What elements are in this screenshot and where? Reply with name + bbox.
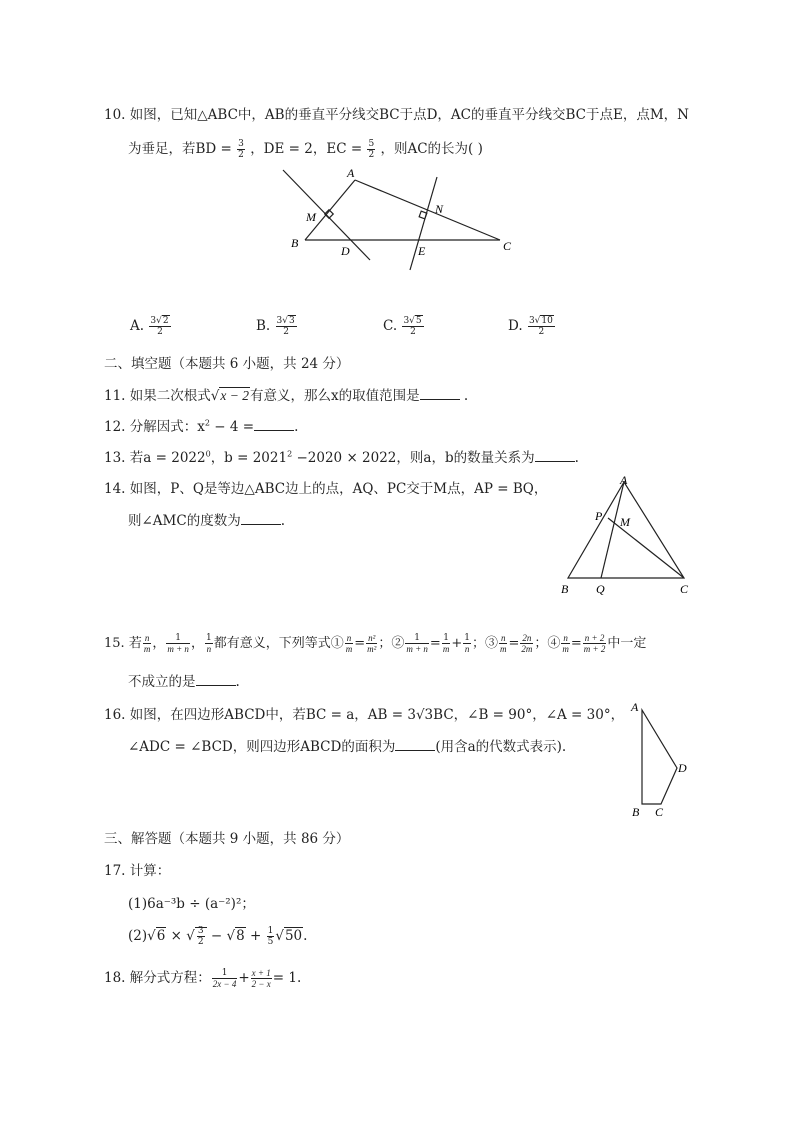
label-b: B bbox=[561, 582, 569, 596]
q10-line1: 10. 如图，已知△ABC中，AB的垂直平分线交BC于点D，AC的垂直平分线交BC于点E，点M，N bbox=[104, 107, 689, 123]
label-c: C bbox=[503, 239, 512, 253]
label-a: A bbox=[620, 473, 628, 487]
q18: 18. 解分式方程： $\frac{1}{2x - 4}$ + $\frac{x + 1}{2 - x}$ = 1. bbox=[104, 968, 302, 989]
q15-line1: 15. 若 $\frac{n}{m}$ ， $\frac{1}{m + n}$ ， $\frac{1}{n}$ 都有意义，下列等式① $\frac{n}{m}$ = $\frac{\text{n²}}{\text{m²}}$ ；② $\frac{1}{m + n}$ = $\frac{1}{m}$ + $\frac{1}{n}$ ；③ $\frac{n}{m}$ = $\frac{2n}{2m}$ ；④ $\frac{n}{m}$ = $\frac{n + 2}{m + 2}$ 中一定 bbox=[104, 633, 647, 654]
q12-answer-blank[interactable] bbox=[254, 418, 294, 431]
option-a[interactable]: A. $\frac{3√2}{2}$ bbox=[130, 316, 169, 337]
label-b: B bbox=[632, 805, 640, 819]
q15-line2: 不成立的是 . bbox=[128, 674, 240, 690]
label-b: B bbox=[291, 236, 299, 250]
label-n: N bbox=[435, 202, 444, 216]
label-d: D bbox=[341, 244, 350, 258]
label-a: A bbox=[347, 166, 355, 180]
q11-answer-blank[interactable] bbox=[420, 387, 460, 400]
q17-part2: (2)√6 × √ $\frac{3}{2}$ − √8 + $\frac{1}{5}$ √50. bbox=[128, 926, 308, 947]
q14-answer-blank[interactable] bbox=[241, 512, 281, 525]
label-p: P bbox=[595, 509, 603, 523]
q11: 11. 如果二次根式√x − 2有意义，那么x的取值范围是 . bbox=[104, 388, 469, 404]
fraction-ec: $\frac{5}{2}$ bbox=[368, 139, 375, 160]
q14-figure bbox=[558, 474, 698, 599]
label-c: C bbox=[680, 582, 689, 596]
section-2-title: 二、填空题（本题共 6 小题，共 24 分） bbox=[104, 356, 350, 372]
q16-line2: ∠ADC = ∠BCD，则四边形ABCD的面积为 (用含a的代数式表示). bbox=[128, 739, 567, 755]
right-angle-n bbox=[419, 211, 427, 219]
option-d[interactable]: D. $\frac{3√10}{2}$ bbox=[508, 316, 553, 337]
label-e: E bbox=[418, 244, 426, 258]
segment-aq bbox=[601, 482, 624, 578]
fraction-bd: $\frac{3}{2}$ bbox=[238, 139, 244, 160]
label-m: M bbox=[620, 515, 630, 529]
option-c[interactable]: C. $\frac{3√5}{2}$ bbox=[383, 316, 422, 337]
q14-line2: 则∠AMC的度数为 . bbox=[128, 513, 286, 529]
label-q: Q bbox=[596, 582, 605, 596]
label-m: M bbox=[306, 210, 316, 224]
quadrilateral-abcd bbox=[642, 710, 677, 804]
q16-figure bbox=[628, 700, 708, 820]
q16-line1: 16. 如图，在四边形ABCD中，若BC = a，AB = 3√3BC，∠B = 90°，∠A = 30°， bbox=[104, 707, 625, 723]
label-a: A bbox=[631, 700, 639, 714]
q13-answer-blank[interactable] bbox=[535, 449, 575, 462]
q10-figure bbox=[275, 165, 535, 280]
q13: 13. 若$a = 2022^0$，$b = 2021^2 -2020 \times 2022$，则a，b的数量关系为 . bbox=[104, 449, 579, 466]
q17-part1: (1)6a⁻³b ÷ (a⁻²)²； bbox=[128, 896, 255, 912]
q14-line1: 14. 如图，P、Q是等边△ABC边上的点，AQ、PC交于M点，AP = BQ， bbox=[104, 481, 548, 497]
q16-answer-blank[interactable] bbox=[395, 738, 435, 751]
q15-answer-blank[interactable] bbox=[196, 673, 236, 686]
label-d: D bbox=[678, 761, 687, 775]
label-c: C bbox=[655, 805, 664, 819]
q17-title: 17. 计算： bbox=[104, 863, 171, 879]
q10-line2: 为垂足，若BD = $\frac{3}{2}$ ，DE = 2，EC = $\frac{5}{2}$ ，则AC的长为( ) bbox=[128, 139, 483, 160]
section-3-title: 三、解答题（本题共 9 小题，共 86 分） bbox=[104, 831, 350, 847]
q12: 12. 分解因式：$x^2 - 4$ = . bbox=[104, 418, 299, 435]
option-b[interactable]: B. $\frac{3√3}{2}$ bbox=[256, 316, 295, 337]
